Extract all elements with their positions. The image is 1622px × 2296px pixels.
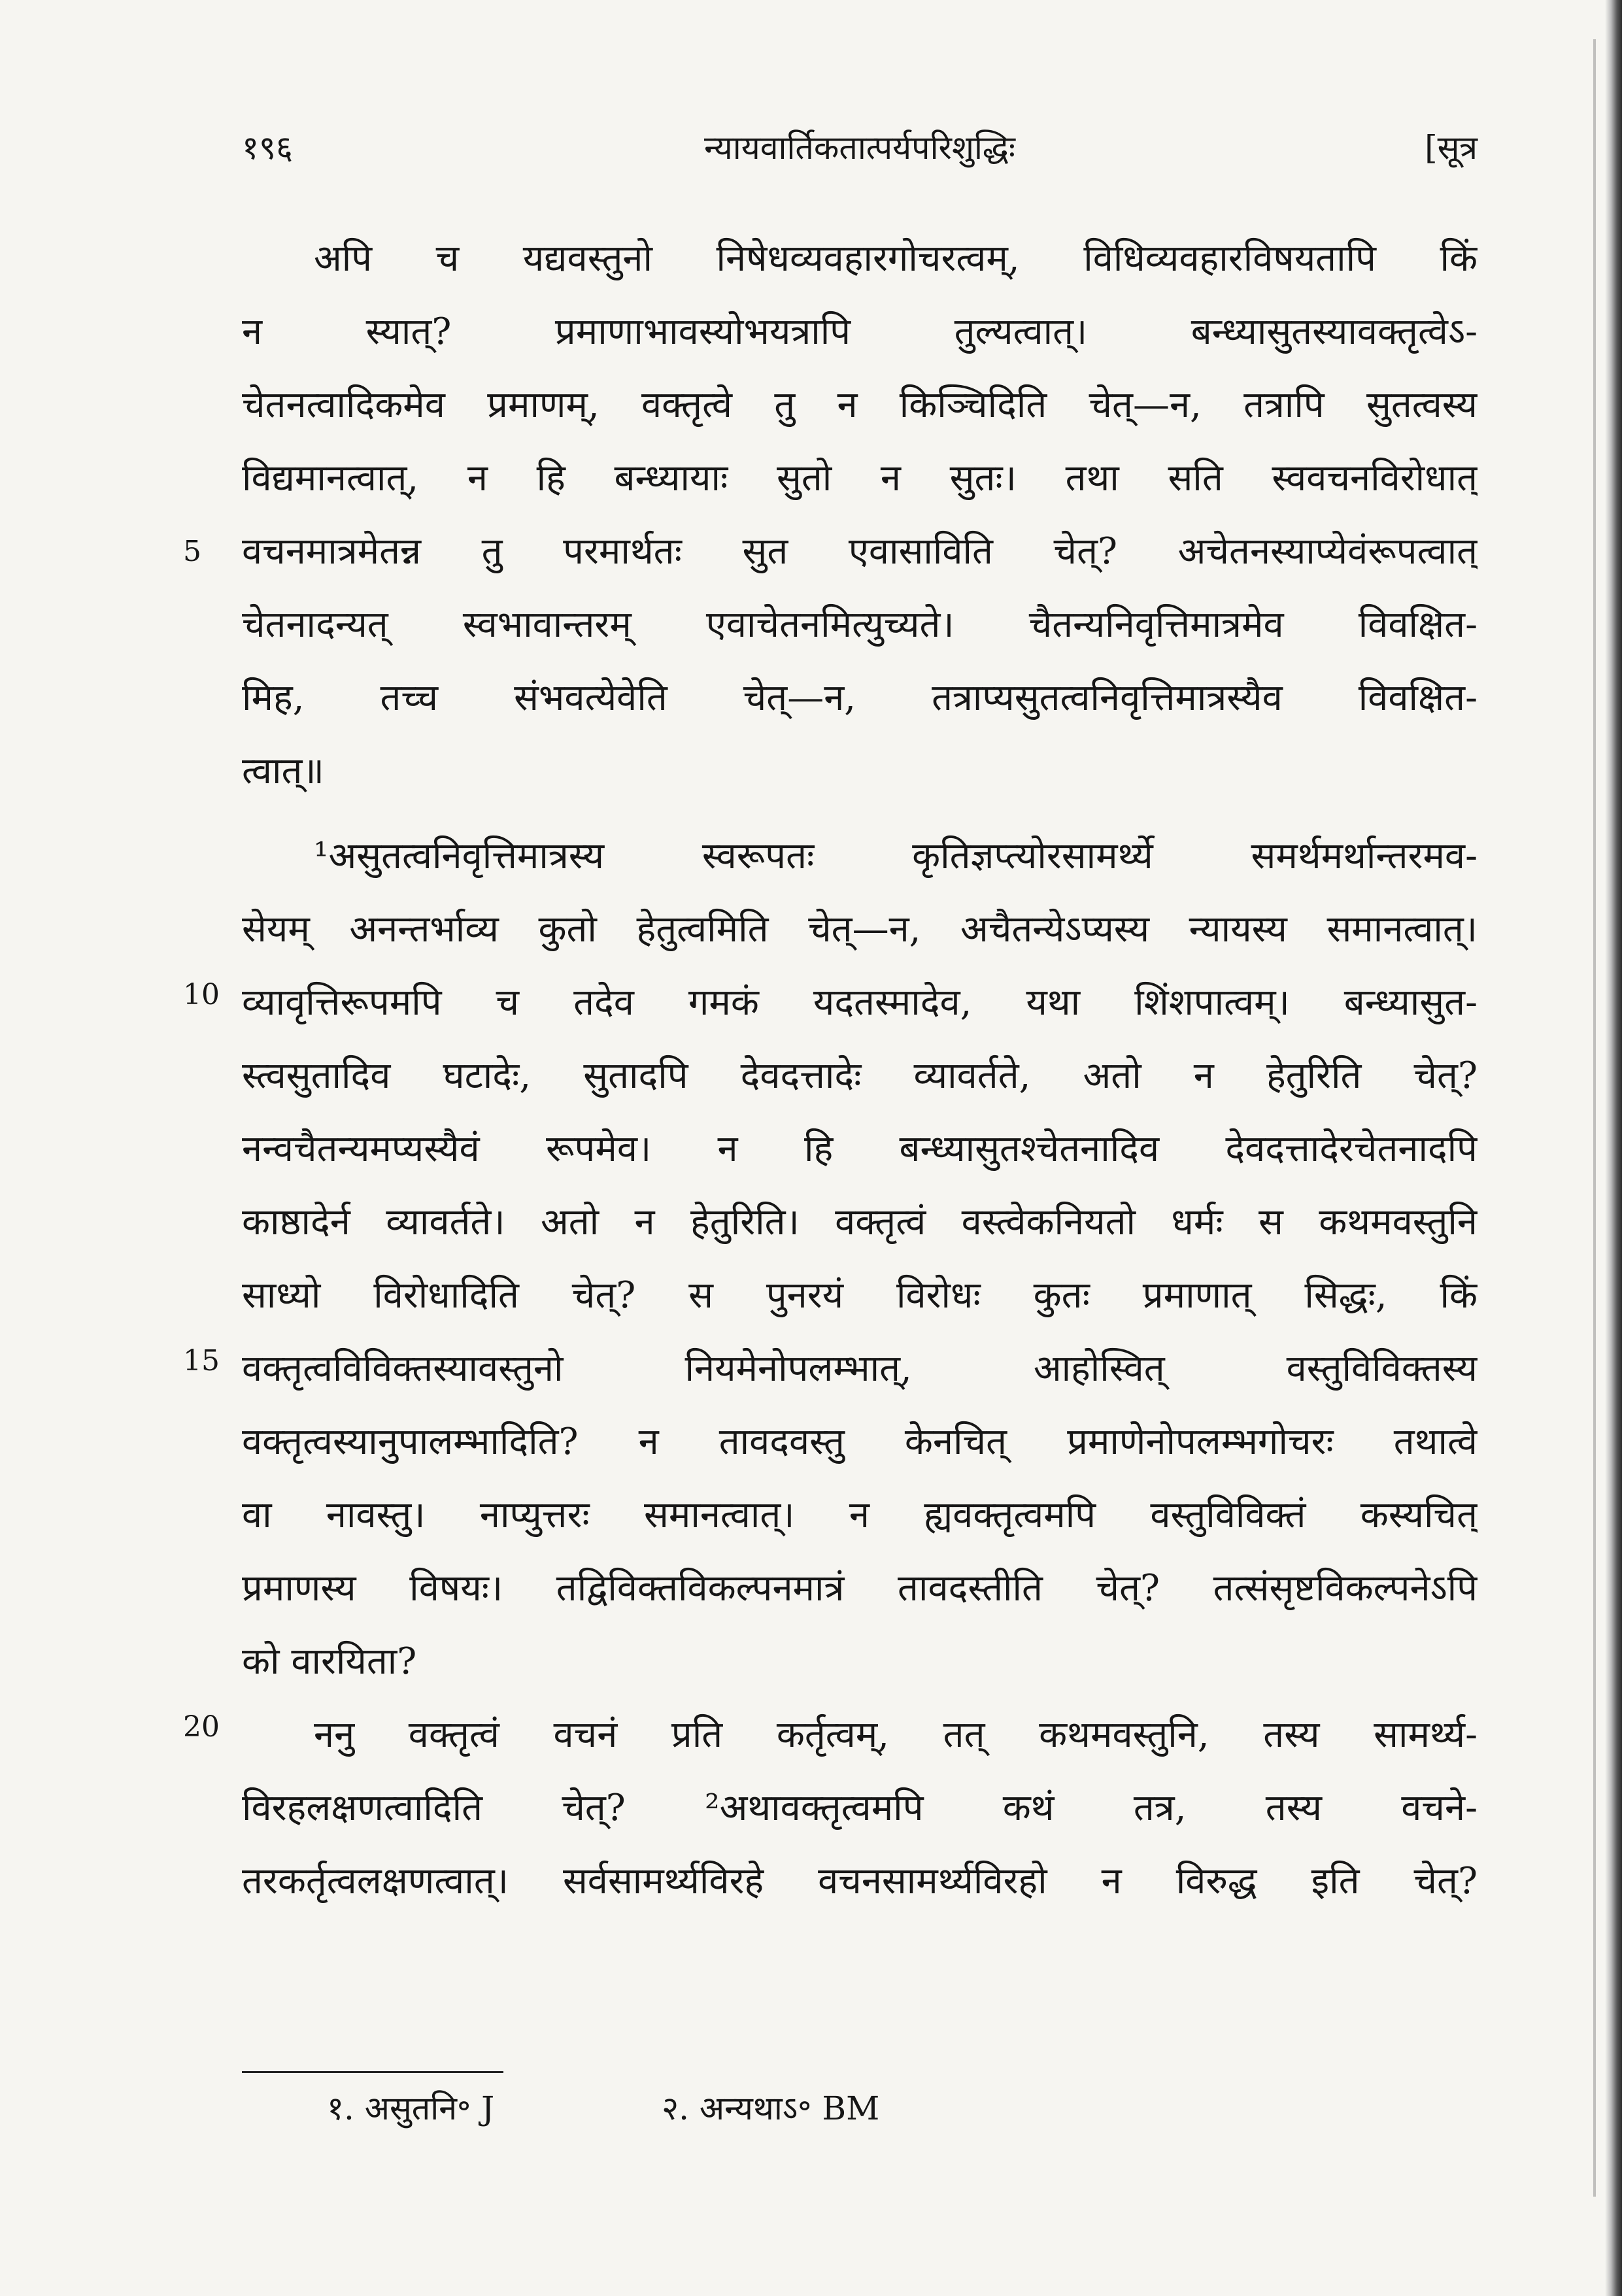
footnotes bbox=[327, 2082, 879, 2135]
section-mark: [सूत्र bbox=[1425, 129, 1478, 167]
paragraph-3 bbox=[242, 1698, 1478, 1918]
line-number-15: 15 bbox=[183, 1344, 220, 1377]
scan-edge-shadow bbox=[1605, 0, 1622, 2296]
line-number-5: 5 bbox=[183, 535, 201, 568]
footnote-1: १. असुतनि॰ J bbox=[327, 2089, 495, 2127]
footnote-rule bbox=[242, 2071, 503, 2073]
text-line: वक्तृत्वविविक्तस्यावस्तुनो नियमेनोपलम्भात्, आहोस्वित् वस्तुविविक्तस्य bbox=[242, 1347, 1478, 1390]
text-block bbox=[242, 222, 1478, 1918]
paragraph-1 bbox=[242, 222, 1478, 808]
running-head bbox=[242, 124, 1478, 183]
text-line: साध्यो विरोधादिति चेत्? स पुनरयं विरोधः कुतः प्रमाणात् सिद्धः, किं bbox=[242, 1274, 1478, 1317]
text-line: त्वात्॥ bbox=[242, 750, 324, 792]
line-number-20: 20 bbox=[183, 1710, 220, 1744]
text-line: वचनमात्रमेतन्न तु परमार्थतः सुत एवासाविति चेत्? अचेतनस्याप्येवंरूपत्वात् bbox=[242, 530, 1478, 573]
text-line: चेतनत्वादिकमेव प्रमाणम्, वक्तृत्वे तु न किञ्चिदिति चेत्—न, तत्रापि सुतत्वस्य bbox=[242, 384, 1478, 426]
text-line: विद्यमानत्वात्, न हि बन्ध्यायाः सुतो न सुतः। तथा सति स्ववचनविरोधात् bbox=[242, 457, 1478, 499]
footnote-2: २. अन्यथाऽ॰ BM bbox=[662, 2089, 880, 2127]
text-line: न स्यात्? प्रमाणाभावस्योभयत्रापि तुल्यत्वात्। बन्ध्यासुतस्यावक्तृत्वेऽ- bbox=[242, 311, 1478, 353]
paragraph-2 bbox=[242, 820, 1478, 1698]
text-line: अपि च यद्यवस्तुनो निषेधव्यवहारगोचरत्वम्, विधिव्यवहारविषयतापि किं bbox=[314, 237, 1478, 280]
text-line: तरकर्तृत्वलक्षणत्वात्। सर्वसामर्थ्यविरहे वचनसामर्थ्यविरहो न विरुद्ध इति चेत्? bbox=[242, 1860, 1478, 1902]
text-line: विरहलक्षणत्वादिति चेत्? ²अथावक्तृत्वमपि कथं तत्र, तस्य वचने- bbox=[242, 1787, 1478, 1829]
text-line: चेतनादन्यत् स्वभावान्तरम् एवाचेतनमित्युच्यते। चैतन्यनिवृत्तिमात्रमेव विवक्षित- bbox=[242, 603, 1478, 646]
text-line: सेयम् अनन्तर्भाव्य कुतो हेतुत्वमिति चेत्—न, अचैतन्येऽप्यस्य न्यायस्य समानत्वात्। bbox=[242, 908, 1478, 951]
text-line: वक्तृत्वस्यानुपालम्भादिति? न तावदवस्तु केनचित् प्रमाणेनोपलम्भगोचरः तथात्वे bbox=[242, 1421, 1478, 1463]
text-line: स्त्वसुतादिव घटादेः, सुतादपि देवदत्तादेः व्यावर्तते, अतो न हेतुरिति चेत्? bbox=[242, 1055, 1478, 1097]
text-line: को वारयिता? bbox=[242, 1640, 417, 1683]
text-line: काष्ठादेर्न व्यावर्तते। अतो न हेतुरिति। वक्तृत्वं वस्त्वेकनियतो धर्मः स कथमवस्तुनि bbox=[242, 1201, 1478, 1243]
line-number-10: 10 bbox=[183, 978, 220, 1011]
text-line: व्यावृत्तिरूपमपि च तदेव गमकं यदतस्मादेव, यथा शिंशपात्वम्। बन्ध्यासुत- bbox=[242, 981, 1478, 1024]
scan-edge-line bbox=[1593, 39, 1596, 2197]
text-line: नन्वचैतन्यमप्यस्यैवं रूपमेव। न हि बन्ध्यासुतश्चेतनादिव देवदत्तादेरचेतनादपि bbox=[242, 1128, 1478, 1170]
text-line: ¹असुतत्वनिवृत्तिमात्रस्य स्वरूपतः कृतिज्ञप्त्योरसामर्थ्ये समर्थमर्थान्तरमव- bbox=[314, 835, 1478, 877]
text-line: प्रमाणस्य विषयः। तद्विविक्तविकल्पनमात्रं तावदस्तीति चेत्? तत्संसृष्टविकल्पनेऽपि bbox=[242, 1567, 1478, 1610]
book-title: न्यायवार्तिकतात्पर्यपरिशुद्धिः bbox=[704, 129, 1015, 167]
page-number: १९६ bbox=[242, 129, 293, 167]
text-line: ननु वक्तृत्वं वचनं प्रति कर्तृत्वम्, तत् कथमवस्तुनि, तस्य सामर्थ्य- bbox=[314, 1714, 1478, 1756]
text-line: मिह, तच्च संभवत्येवेति चेत्—न, तत्राप्यसुतत्वनिवृत्तिमात्रस्यैव विवक्षित- bbox=[242, 677, 1478, 719]
text-line: वा नावस्तु। नाप्युत्तरः समानत्वात्। न ह्यवक्तृत्वमपि वस्तुविविक्तं कस्यचित् bbox=[242, 1494, 1478, 1536]
